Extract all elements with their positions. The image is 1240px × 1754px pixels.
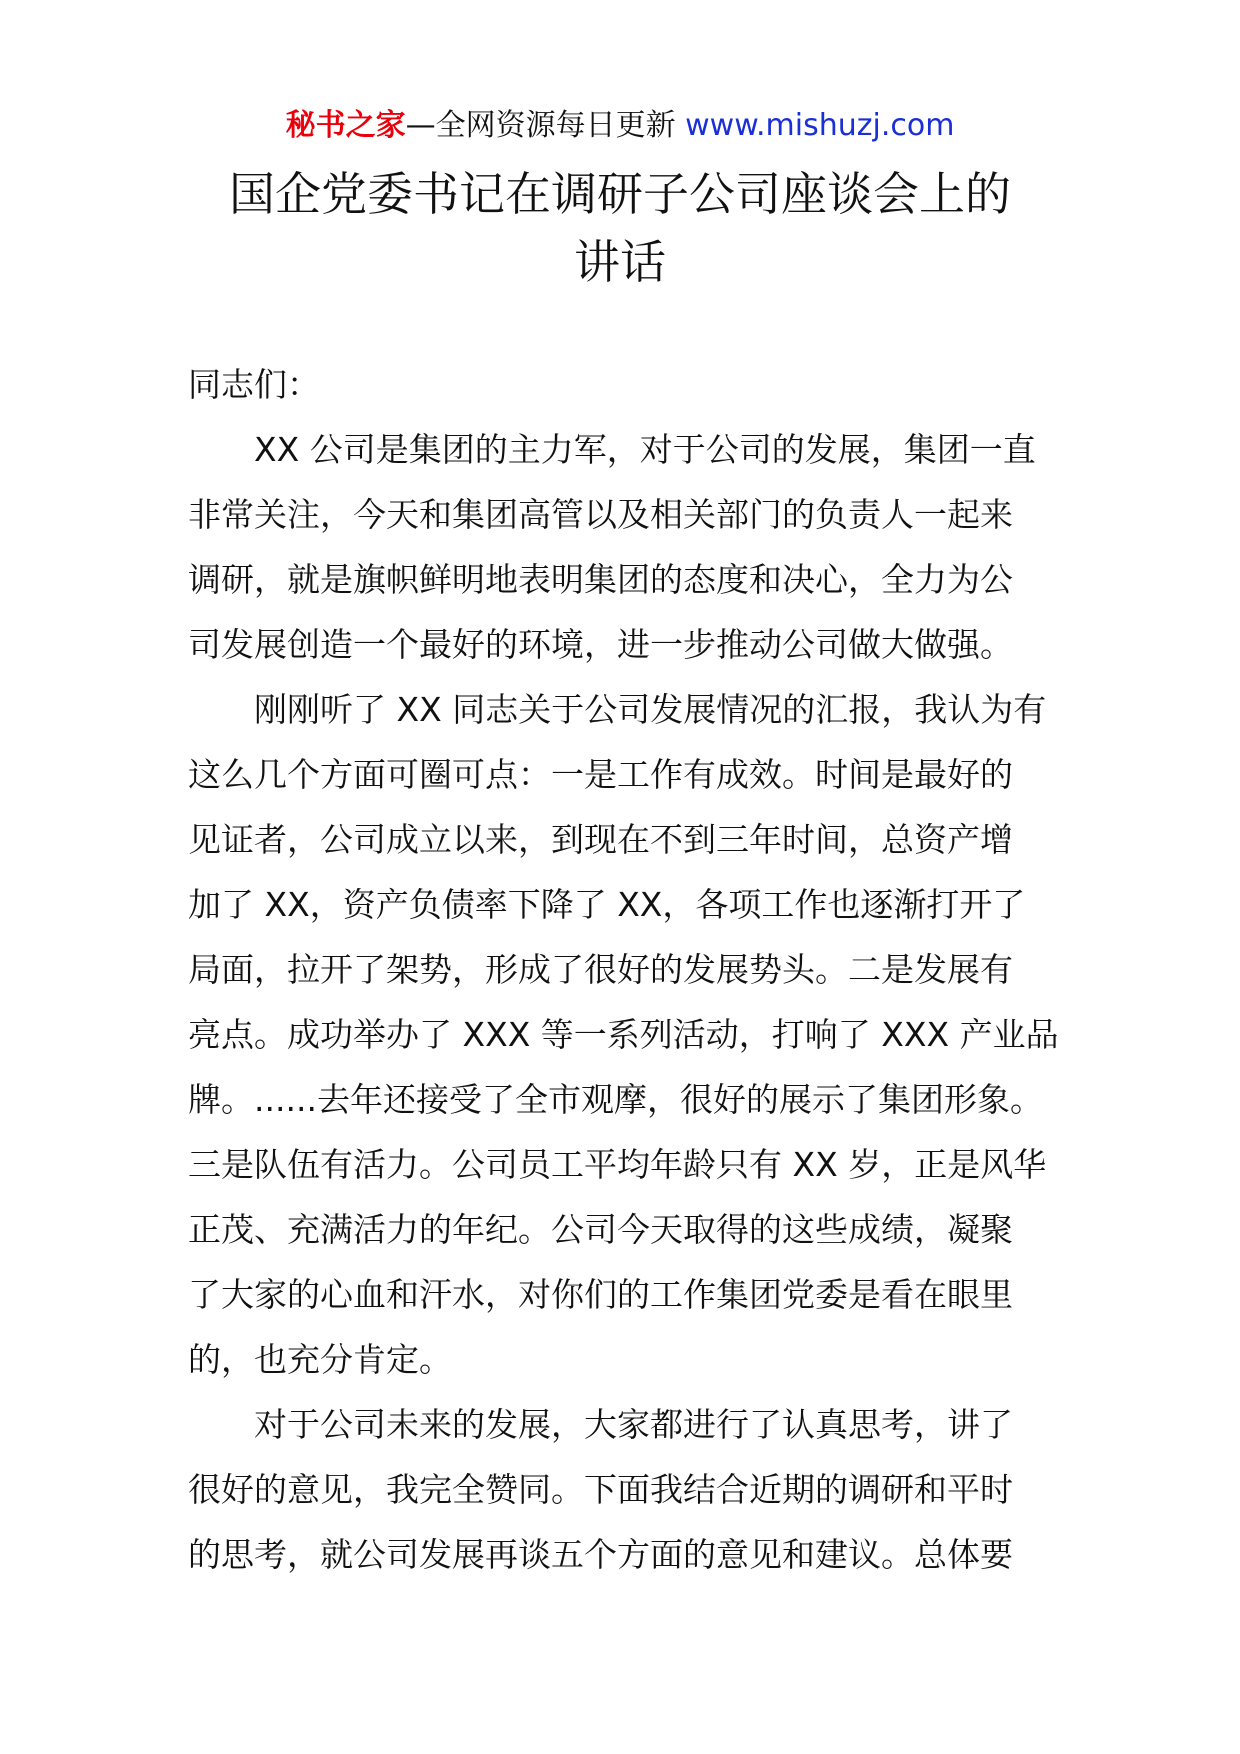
text-line: 牌。......去年还接受了全市观摩，很好的展示了集团形象。	[188, 1080, 1043, 1119]
document-body	[188, 352, 1059, 1587]
title-line: 国企党委书记在调研子公司座谈会上的	[229, 167, 1011, 221]
text-line: 的，也充分肯定。	[188, 1340, 452, 1379]
site-banner	[0, 96, 1240, 156]
text-line: XX 公司是集团的主力军，对于公司的发展，集团一直	[254, 430, 1036, 469]
banner-tagline: —全网资源每日更新	[405, 108, 676, 143]
brand-name: 秘书之家	[285, 108, 406, 143]
text-line: 局面，拉开了架势，形成了很好的发展势头。二是发展有	[188, 950, 1013, 989]
text-line: 这么几个方面可圈可点：一是工作有成效。时间是最好的	[188, 755, 1013, 794]
paragraph-2	[188, 677, 1059, 1392]
text-line: 的思考，就公司发展再谈五个方面的意见和建议。总体要	[188, 1535, 1013, 1574]
text-line: 亮点。成功举办了 XXX 等一系列活动，打响了 XXX 产业品	[188, 1015, 1059, 1054]
text-line: 见证者，公司成立以来，到现在不到三年时间，总资产增	[188, 820, 1013, 859]
text-line: 很好的意见，我完全赞同。下面我结合近期的调研和平时	[188, 1470, 1013, 1509]
text-line: 非常关注，今天和集团高管以及相关部门的负责人一起来	[188, 495, 1013, 534]
text-line: 调研，就是旗帜鲜明地表明集团的态度和决心，全力为公	[188, 560, 1013, 599]
text-line: 三是队伍有活力。公司员工平均年龄只有 XX 岁，正是风华	[188, 1145, 1047, 1184]
paragraph-1	[188, 417, 1054, 677]
title-line: 讲话	[574, 235, 666, 289]
document-title	[180, 160, 1060, 296]
paragraph-3	[188, 1392, 1054, 1587]
salutation: 同志们：	[188, 365, 320, 404]
text-line: 对于公司未来的发展，大家都进行了认真思考，讲了	[254, 1405, 1013, 1444]
text-line: 了大家的心血和汗水，对你们的工作集团党委是看在眼里	[188, 1275, 1013, 1314]
text-line: 司发展创造一个最好的环境，进一步推动公司做大做强。	[188, 625, 1013, 664]
site-url-link[interactable]: www.mishuzj.com	[685, 108, 955, 143]
text-line: 加了 XX，资产负债率下降了 XX，各项工作也逐渐打开了	[188, 885, 1026, 924]
text-line: 刚刚听了 XX 同志关于公司发展情况的汇报，我认为有	[254, 690, 1047, 729]
text-line: 正茂、充满活力的年纪。公司今天取得的这些成绩，凝聚	[188, 1210, 1013, 1249]
